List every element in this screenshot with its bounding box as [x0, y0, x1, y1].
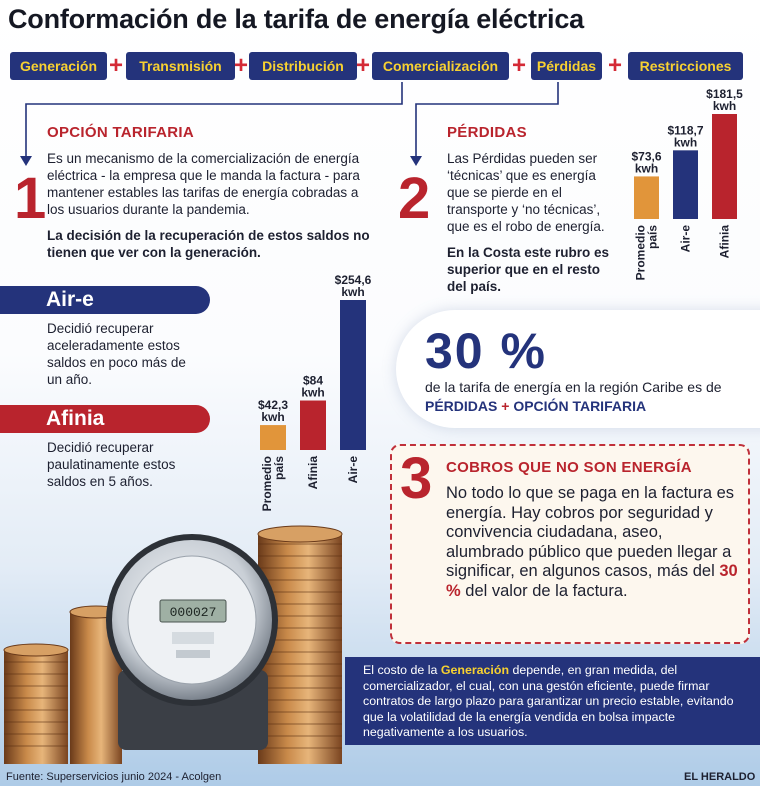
component-transmision: Transmisión	[126, 52, 235, 80]
generation-note-term: Generación	[440, 663, 510, 677]
generation-note-lead: El costo de la	[363, 663, 438, 677]
highlight-percent: 30 %	[425, 323, 547, 379]
section-1-number: 1	[14, 166, 47, 231]
bar-0	[260, 425, 286, 450]
section-3-text-b: del valor de la factura.	[465, 581, 628, 600]
afinia-pill: Afinia	[0, 405, 210, 433]
section-2-bold-text: En la Costa este rubro es superior que en el resto del país.	[447, 245, 610, 294]
perdidas-chart	[618, 84, 760, 298]
bar-value-label: kwh	[301, 385, 325, 400]
bar-value-label: $73,6	[631, 149, 662, 164]
source-credit: Fuente: Superservicios junio 2024 - Acolgen	[6, 771, 222, 783]
section-2-title: PÉRDIDAS	[447, 124, 527, 141]
category-label: Air-e	[346, 456, 360, 484]
bar-value-label: kwh	[712, 99, 737, 113]
tariff-components-row	[10, 52, 755, 82]
afinia-text: Decidió recuperar paulatinamente estos saldos en 5 años.	[47, 440, 176, 489]
bar-value-label: $254,6	[334, 273, 372, 287]
section-2-number: 2	[398, 166, 431, 231]
bar-value-label: $84	[302, 373, 324, 388]
section-1-text: Es un mecanismo de la comercialización de energía eléctrica - la empresa que le manda la factura - para mantener estables las tarifas de energía cobradas a los usuarios durante la pandemia.	[47, 151, 360, 217]
section-3-title: COBROS QUE NO SON ENERGÍA	[446, 459, 692, 476]
generation-note	[345, 657, 760, 745]
bar-value-label: kwh	[261, 410, 285, 425]
highlight-terms	[425, 398, 646, 414]
air-e-text: Decidió recuperar aceleradamente estos saldos en poco más de un año.	[47, 321, 186, 387]
generation-note-rest: depende, en gran medida, del comercializador, el cual, con una gestón eficiente, puede firmar contratos de largo plazo para garantizar un precio estable, evitando que la volatilidad de la energía vendida en bolsa impacte negativamente a los usuarios.	[363, 663, 734, 740]
highlight-term-perdidas: PÉRDIDAS	[425, 398, 498, 414]
category-label: Promediopaís	[633, 225, 660, 281]
bar-value-label: $42,3	[257, 398, 289, 413]
bar-value-label: kwh	[341, 285, 365, 299]
plus-sign: +	[607, 52, 622, 79]
category-label: Afinia	[306, 456, 320, 490]
meter-display: 000027	[169, 605, 217, 620]
section-3-text-a: No todo lo que se paga en la factura es energía. Hay cobros por seguridad y convivencia ciudadana, aseo, alumbrado público que pueden llegar a significar, en algunos casos, más del	[446, 484, 735, 580]
air-e-pill: Air-e	[0, 286, 210, 314]
section-3-highlight: 30 %	[446, 562, 738, 600]
component-generacion: Generación	[10, 52, 107, 80]
section-3-number: 3	[400, 446, 433, 511]
highlight-term-opcion: OPCIÓN TARIFARIA	[513, 398, 647, 414]
component-restricciones: Restricciones	[628, 52, 743, 80]
highlight-plus: +	[501, 398, 510, 414]
meter-coins-illustration	[0, 520, 345, 770]
bar-2	[340, 300, 366, 450]
opcion-tarifaria-chart	[244, 266, 374, 526]
category-label: Promediopaís	[260, 456, 286, 512]
plus-sign: +	[108, 52, 123, 79]
plus-sign: +	[233, 52, 248, 79]
section-2-text: Las Pérdidas pueden ser ‘técnicas’ que es energía que se pierde en el transporte y ‘no técnicas’, que es el robo de energía.	[447, 151, 605, 234]
component-distribucion: Distribución	[249, 52, 357, 80]
plus-sign: +	[355, 52, 370, 79]
bar-2	[712, 114, 737, 219]
bar-0	[634, 176, 659, 219]
category-label: Air-e	[678, 225, 693, 253]
bar-value-label: $118,7	[667, 123, 704, 138]
section-1-title: OPCIÓN TARIFARIA	[47, 124, 195, 141]
component-perdidas: Pérdidas	[531, 52, 602, 80]
bar-value-label: $181,5	[706, 87, 743, 101]
bar-value-label: kwh	[634, 161, 659, 176]
page-title: Conformación de la tarifa de energía eléctrica	[8, 4, 584, 34]
section-1-bold-text: La decisión de la recuperación de estos saldos no tienen que ver con la generación.	[47, 228, 370, 260]
electric-meter-icon	[106, 534, 278, 750]
bar-value-label: kwh	[673, 135, 698, 150]
plus-sign: +	[511, 52, 526, 79]
highlight-text: de la tarifa de energía en la región Caribe es de	[425, 379, 722, 395]
category-label: Afinia	[717, 225, 732, 259]
component-comercializacion: Comercialización	[372, 52, 509, 80]
bar-1	[300, 401, 326, 450]
bar-1	[673, 150, 698, 219]
publisher-brand: EL HERALDO	[684, 771, 756, 783]
section-3-text	[446, 484, 743, 601]
